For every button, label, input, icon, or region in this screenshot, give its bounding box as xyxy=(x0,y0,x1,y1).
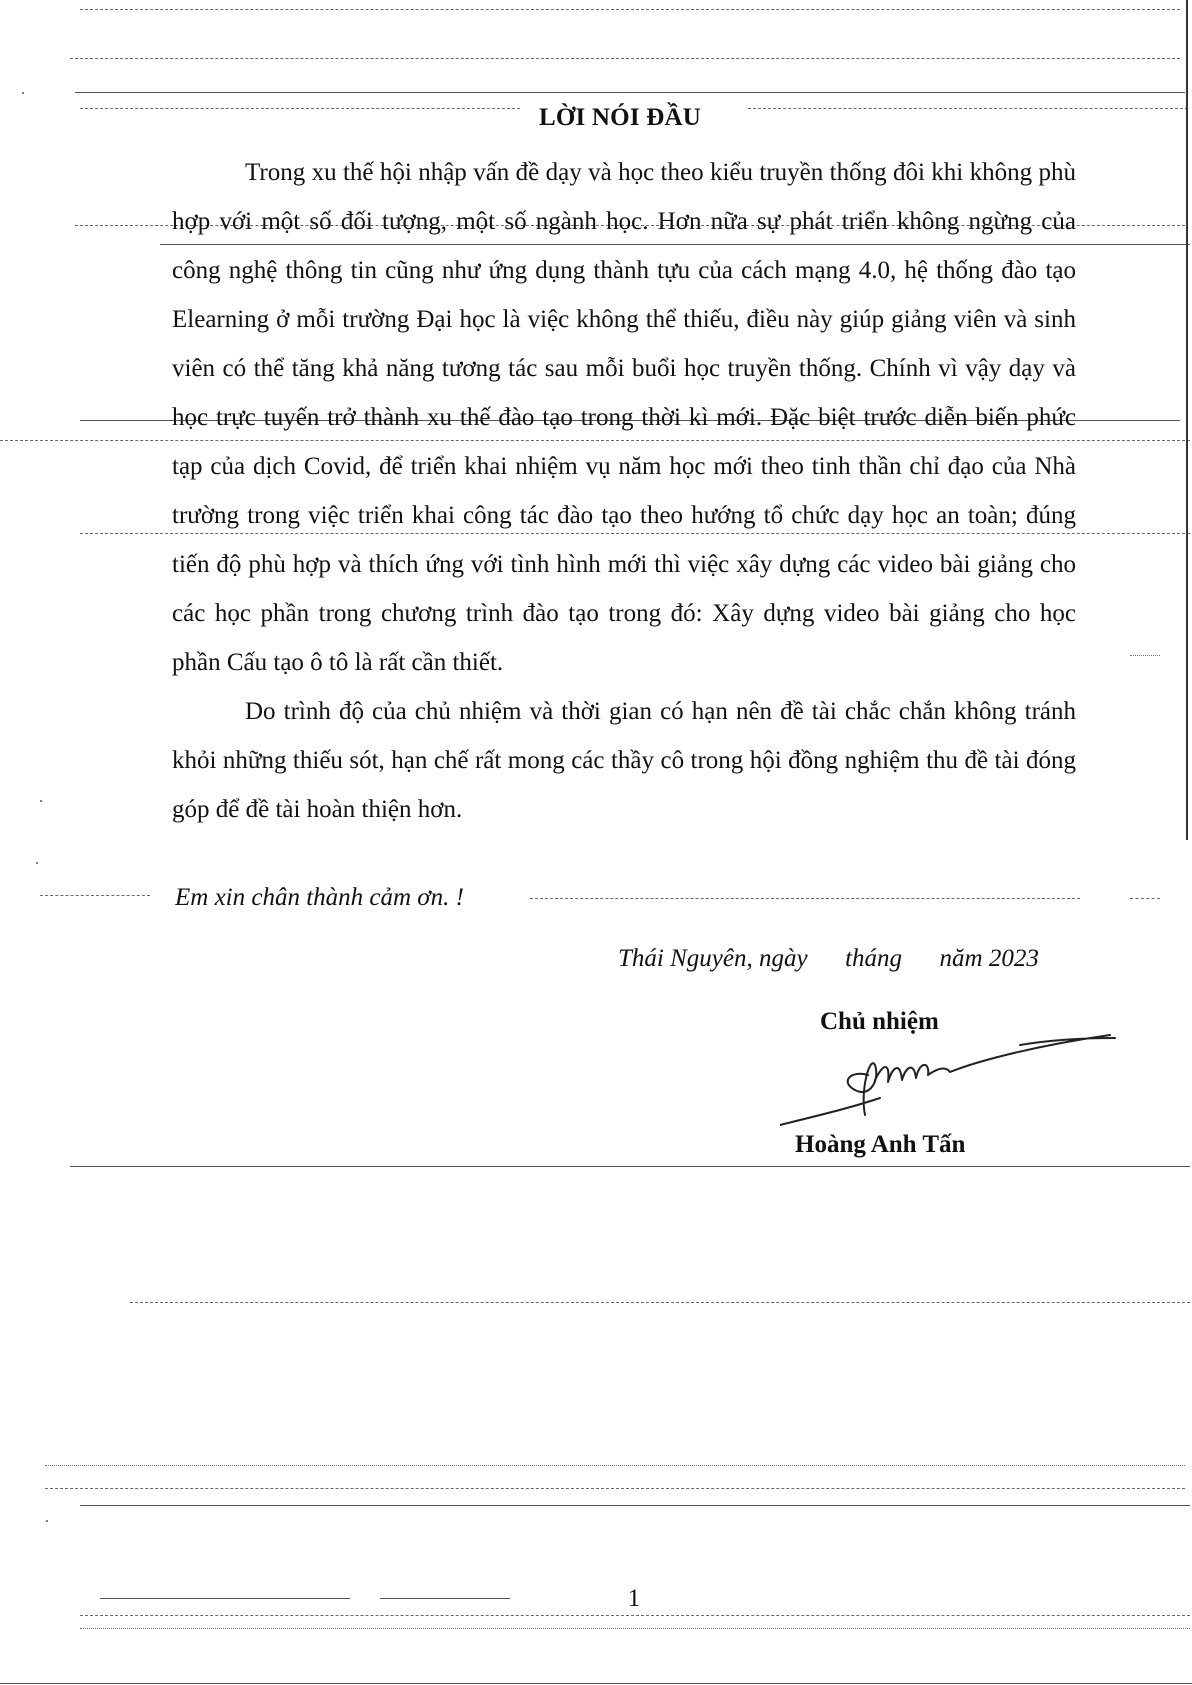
scan-speck xyxy=(40,800,42,802)
paragraph: Trong xu thế hội nhập vấn đề dạy và học theo kiểu truyền thống đôi khi không phù hợp với một số đối tượng, một số ngành học. Hơn nữa sự phát triển không ngừng của công nghệ thông tin cũng như ứng dụng thành tựu của cách mạng 4.0, hệ thống đào tạo Elearning ở mỗi trường Đại học là việc không thể thiếu, điều này giúp giảng viên và sinh viên có thể tăng khả năng tương tác sau mỗi buổi học truyền thống. Chính vì vậy dạy và học trực tuyến trở thành xu thế đào tạo trong thời kì mới. Đặc biệt trước diễn biến phức tạp của dịch Covid, để triển khai nhiệm vụ năm học mới theo tinh thần chỉ đạo của Nhà trường trong việc triển khai công tác đào tạo theo hướng tổ chức dạy học an toàn; đúng tiến độ phù hợp và thích ứng với tình hình mới thì việc xây dựng các video bài giảng cho các học phần trong chương trình đào tạo trong đó: Xây dựng video bài giảng cho học phần Cấu tạo ô tô là rất cần thiết. xyxy=(172,159,1076,676)
scan-artifact-line xyxy=(0,1683,1192,1684)
signature-icon xyxy=(780,1020,1120,1130)
closing-thanks: Em xin chân thành cảm ơn. ! xyxy=(175,884,464,911)
document-body xyxy=(172,148,1076,834)
page-number: 1 xyxy=(627,1585,641,1612)
scan-artifact-line xyxy=(80,1505,1190,1506)
scan-artifact-line xyxy=(1130,655,1160,656)
scan-artifact-line xyxy=(530,898,1080,899)
paragraph: Do trình độ của chủ nhiệm và thời gian có hạn nên đề tài chắc chắn không tránh khỏi những thiếu sót, hạn chế rất mong các thầy cô trong hội đồng nghiệm thu đề tài đóng góp để đề tài hoàn thiện hơn. xyxy=(172,698,1076,823)
scan-artifact-line xyxy=(75,92,1185,93)
scan-speck xyxy=(22,92,24,94)
scan-speck xyxy=(46,1520,48,1522)
scan-artifact-line xyxy=(1130,898,1160,899)
scan-speck xyxy=(36,862,38,864)
scan-artifact-line xyxy=(70,58,1180,59)
signer-role: Chủ nhiệm xyxy=(820,1008,939,1035)
scan-artifact-line xyxy=(70,1166,1190,1167)
scan-artifact-line xyxy=(80,1615,1190,1616)
scan-artifact-line xyxy=(80,1628,1190,1629)
place-date-line: Thái Nguyên, ngày tháng năm 2023 xyxy=(618,945,1039,972)
scan-artifact-line xyxy=(40,895,150,896)
scan-artifact-line xyxy=(130,1302,1190,1303)
scan-artifact-line xyxy=(80,9,1180,10)
scan-artifact-line xyxy=(45,1488,1185,1489)
scan-artifact-line xyxy=(45,1465,1185,1466)
document-title: LỜI NÓI ĐẦU xyxy=(539,104,701,131)
signer-name: Hoàng Anh Tấn xyxy=(795,1131,966,1158)
